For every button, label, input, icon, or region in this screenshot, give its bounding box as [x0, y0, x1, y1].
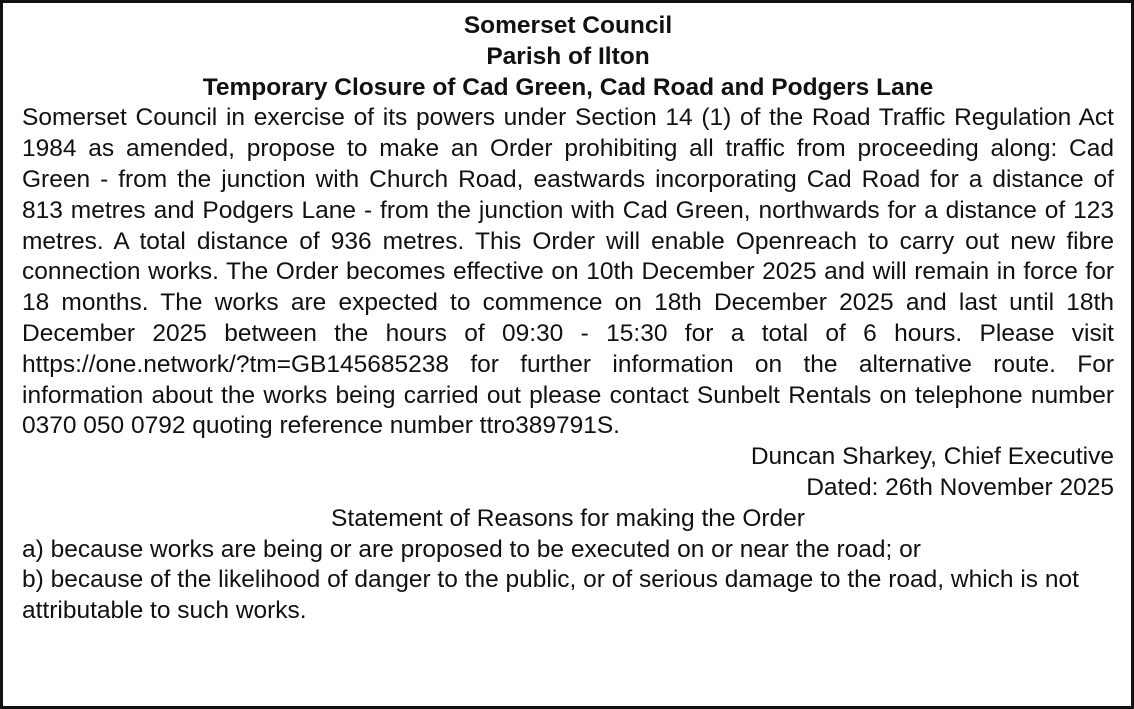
signatory-name: Duncan Sharkey, Chief Executive [750, 443, 1114, 471]
date-line: Dated: 26th November 2025 [806, 473, 1114, 501]
reasons-heading: Statement of Reasons for making the Order [331, 504, 805, 532]
notice-body: Somerset Council in exercise of its powers under Section 14 (1) of the Road Traffic Regulation Act 1984 as amended, propose to make an Order prohibiting all traffic from proceeding along: Cad Green - from the junction with Church Road, eastwards incorporating Cad Road for a distance of 813 metres and Podgers Lane - from the junction with Cad Green, northwards for a distance of 123 metres. A total distance of 936 metres. This Order will enable Openreach to carry out new fibre connection works. The Order becomes effective on 10th December 2025 and will remain in force for 18 months. The works are expected to commence on 18th December 2025 and last until 18th December 2025 between the hours of 09:30 - 15:30 for a total of 6 hours. Please visit https://one.network/?tm=GB145685238 for further information on the alternative route. For information about the works being carried out please contact Sunbelt Rentals on telephone number 0370 050 0792 quoting reference number ttro389791S. [22, 104, 1114, 440]
parish-name: Parish of Ilton [486, 42, 650, 70]
notice-title: Temporary Closure of Cad Green, Cad Road and Podgers Lane [202, 73, 934, 101]
reason-b: b) because of the likelihood of danger to the public, or of serious damage to the road, which is not attributable to such works. [22, 566, 1079, 625]
reason-a: a) because works are being or are proposed to be executed on or near the road; or [22, 535, 921, 563]
council-name: Somerset Council [463, 12, 673, 39]
